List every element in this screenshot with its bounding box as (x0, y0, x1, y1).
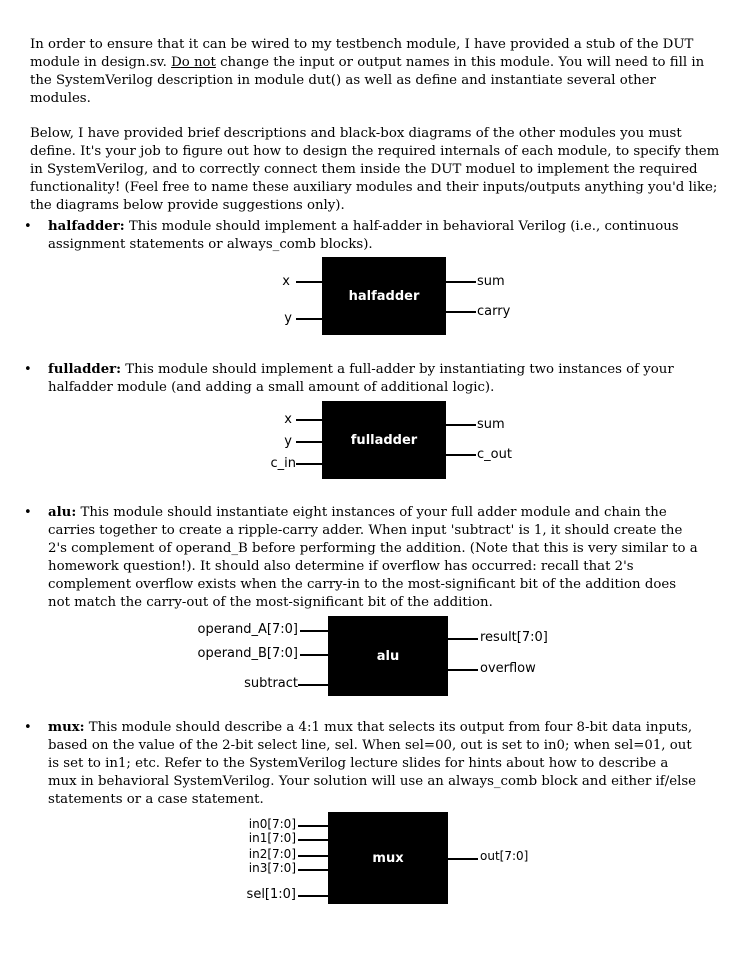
output-label-carry: carry (477, 304, 511, 319)
module-name: mux: (48, 720, 85, 735)
input-wire-sel (298, 895, 328, 897)
input-label-c-in: c_in (270, 456, 296, 471)
input-wire-c-in (296, 463, 322, 465)
module-name: fulladder: (48, 362, 122, 377)
input-wire-in1 (298, 839, 328, 841)
input-label-in2: in2[7:0] (248, 847, 296, 861)
input-wire-y (296, 318, 322, 320)
output-label-out: out[7:0] (480, 849, 529, 863)
input-wire-y (296, 441, 322, 443)
input-label-operand-b: operand_B[7:0] (197, 646, 298, 661)
output-wire-sum (446, 424, 476, 426)
input-label-sel: sel[1:0] (246, 887, 296, 902)
input-wire-subtract (298, 684, 328, 686)
mux-box: mux (328, 812, 448, 904)
input-wire-in0 (298, 825, 328, 827)
bullet-dot: • (24, 219, 32, 234)
bullet-dot: • (24, 362, 32, 377)
input-label-in1: in1[7:0] (248, 831, 296, 845)
input-label-in0: in0[7:0] (248, 817, 296, 831)
fulladder-box: fulladder (322, 401, 446, 479)
module-description: This module should instantiate eight instances of your full adder module and chain the carries together to create a ripple-carry adder. When input 'subtract' is 1, it should create the 2's complement of operand_B before performing the addition. (Note that this is very similar to a homework question!). It should also determine if overflow has occurred: recall that 2's complement overflow exists when the carry-in to the most-significant bit of the addition does not match the carry-out of the most-significant bit of the addition. (48, 505, 698, 610)
output-wire-overflow (448, 669, 478, 671)
input-label-x: x (284, 412, 292, 427)
module-name: alu: (48, 505, 77, 520)
intro-p1-text-b: change the input or output names in this module. You will need to fill in the SystemVerilog description in module dut() as well as define and instantiate several other modules. (30, 55, 705, 106)
input-wire-x (296, 281, 322, 283)
output-label-overflow: overflow (480, 661, 536, 676)
input-label-subtract: subtract (244, 676, 298, 691)
bullet-fulladder (24, 361, 698, 397)
output-label-c-out: c_out (477, 447, 512, 462)
bullet-dot: • (24, 505, 32, 520)
output-wire-carry (446, 311, 476, 313)
intro-paragraph-1 (30, 36, 720, 108)
output-label-result: result[7:0] (480, 630, 548, 645)
output-wire-result (448, 638, 478, 640)
input-label-operand-a: operand_A[7:0] (197, 622, 298, 637)
output-label-sum: sum (477, 417, 505, 432)
input-wire-operand-b (300, 654, 328, 656)
intro-section (30, 36, 720, 215)
bullet-halfadder (24, 218, 698, 254)
output-wire-out (448, 858, 478, 860)
input-label-y: y (284, 434, 292, 449)
input-wire-in2 (298, 855, 328, 857)
intro-paragraph-2: Below, I have provided brief descriptions and black-box diagrams of the other modules you must define. It's your job to figure out how to design the required internals of each module, to specify them in SystemVerilog, and to correctly connect them inside the DUT moduel to implement the required functionality! (Feel free to name these auxiliary modules and their inputs/outputs anything you'd like; the diagrams below provide suggestions only). (30, 126, 720, 213)
bullet-alu (24, 504, 698, 612)
module-description: This module should describe a 4:1 mux that selects its output from four 8-bit data inputs, based on the value of the 2-bit select line, sel. When sel=00, out is set to in0; when sel=01, out is set to in1; etc. Refer to the SystemVerilog lecture slides for hints about how to describe a mux in behavioral SystemVerilog. Your solution will use an always_comb block and either if/else statements or a case statement. (48, 720, 697, 807)
input-label-y: y (284, 311, 292, 326)
module-description: This module should implement a full-adder by instantiating two instances of your halfadder module (and adding a small amount of additional logic). (48, 362, 674, 395)
bullet-mux (24, 719, 698, 809)
bullet-dot: • (24, 720, 32, 735)
output-wire-c-out (446, 454, 476, 456)
input-wire-x (296, 419, 322, 421)
output-label-sum: sum (477, 274, 505, 289)
intro-p1-underlined: Do not (171, 55, 216, 70)
output-wire-sum (446, 281, 476, 283)
input-wire-in3 (298, 869, 328, 871)
halfadder-box: halfadder (322, 257, 446, 335)
alu-box: alu (328, 616, 448, 696)
module-description: This module should implement a half-adder in behavioral Verilog (i.e., continuous assignment statements or always_comb blocks). (48, 219, 679, 252)
input-label-x: x (282, 274, 290, 289)
input-wire-operand-a (300, 630, 328, 632)
input-label-in3: in3[7:0] (248, 861, 296, 875)
intro-p1-text-a: In order to ensure that it can be wired to my testbench module, I have provided a stub of the DUT module in design.sv. (30, 37, 694, 70)
module-name: halfadder: (48, 219, 125, 234)
